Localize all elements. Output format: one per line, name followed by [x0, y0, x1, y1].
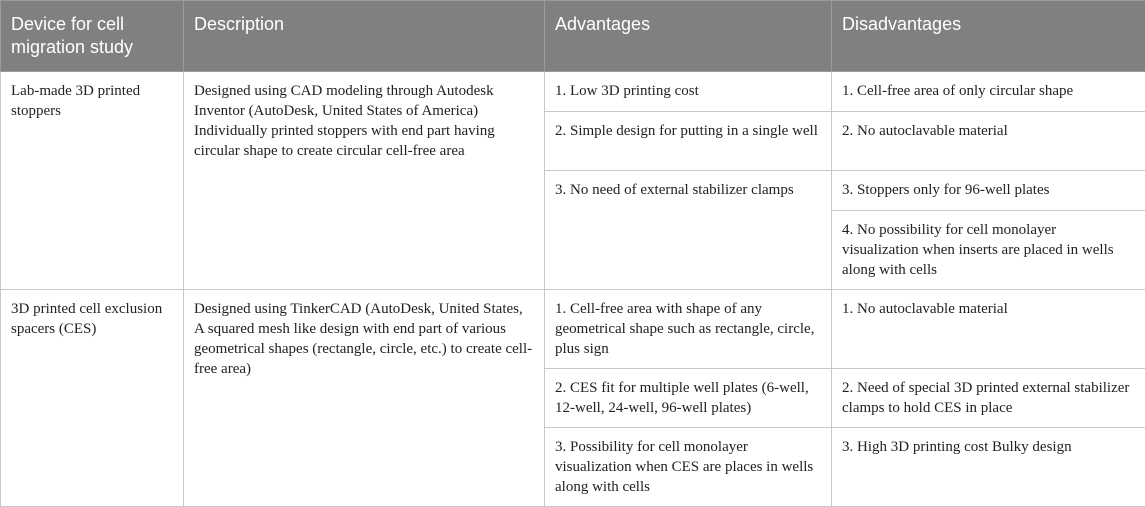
column-header-disadvantages: Disadvantages — [832, 1, 1145, 72]
description-cell: Designed using CAD modeling through Autodesk Inventor (AutoDesk, United States of America) Individually printed stoppers with end part having circular shape to create circular cell-free area — [184, 72, 545, 290]
table-row — [1, 72, 1145, 112]
advantage-cell: 3. Possibility for cell monolayer visualization when CES are places in wells along with cells — [545, 428, 832, 507]
table-header — [1, 1, 1145, 72]
header-row — [1, 1, 1145, 72]
column-header-device: Device for cell migration study — [1, 1, 184, 72]
description-cell: Designed using TinkerCAD (AutoDesk, United States, A squared mesh like design with end part of various geometrical shapes (rectangle, circle, etc.) to create cell-free area) — [184, 290, 545, 507]
disadvantage-cell: 4. No possibility for cell monolayer visualization when inserts are placed in wells along with cells — [832, 211, 1145, 290]
column-header-advantages: Advantages — [545, 1, 832, 72]
device-cell: 3D printed cell exclusion spacers (CES) — [1, 290, 184, 507]
disadvantage-cell: 2. Need of special 3D printed external stabilizer clamps to hold CES in place — [832, 369, 1145, 428]
advantage-cell: 2. Simple design for putting in a single well — [545, 112, 832, 171]
advantage-cell: 3. No need of external stabilizer clamps — [545, 171, 832, 290]
column-header-description: Description — [184, 1, 545, 72]
advantage-cell: 2. CES fit for multiple well plates (6-well, 12-well, 24-well, 96-well plates) — [545, 369, 832, 428]
disadvantage-cell: 2. No autoclavable material — [832, 112, 1145, 171]
disadvantage-cell: 3. Stoppers only for 96-well plates — [832, 171, 1145, 211]
disadvantage-cell: 3. High 3D printing cost Bulky design — [832, 428, 1145, 507]
device-cell: Lab-made 3D printed stoppers — [1, 72, 184, 290]
disadvantage-cell: 1. No autoclavable material — [832, 290, 1145, 369]
advantage-cell: 1. Cell-free area with shape of any geometrical shape such as rectangle, circle, plus sign — [545, 290, 832, 369]
advantage-cell: 1. Low 3D printing cost — [545, 72, 832, 112]
table-body — [1, 72, 1145, 507]
disadvantage-cell: 1. Cell-free area of only circular shape — [832, 72, 1145, 112]
table-row — [1, 290, 1145, 369]
